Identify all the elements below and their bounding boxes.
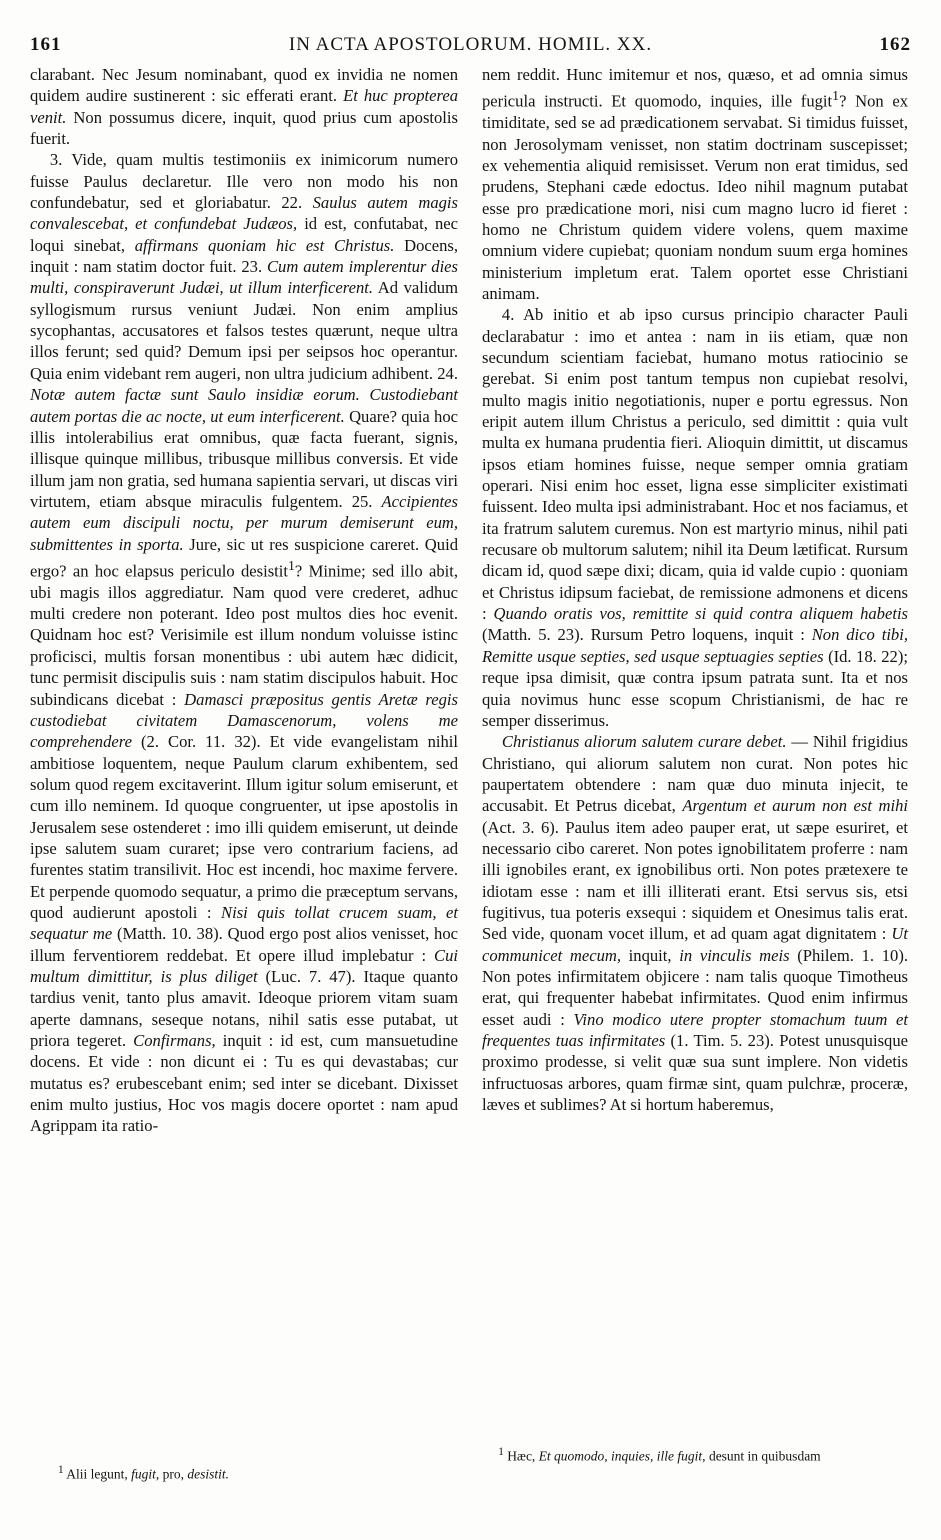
text-run: Jure, sic ut res suspicione careret. Quid ergo? an hoc elapsus periculo desistit	[30, 534, 458, 581]
text-run: Docens, inquit : nam statim doctor fuit. 23.	[30, 235, 459, 277]
paragraph	[30, 64, 458, 149]
scripture-quote: Argentum et aurum non est mihi	[682, 796, 909, 816]
section-heading: Christianus aliorum salutem curare debet.	[501, 732, 787, 752]
footnote-reference: 1	[288, 557, 295, 573]
text-run: 3. Vide, quam multis testimoniis ex inimicorum numero fuisse Paulus declaretur. Ille vero non modo his non confundebatur, sed et gloriabatur. 22.	[30, 150, 458, 213]
scripture-quote: Cum autem implerentur dies multi, conspiraverunt Judæi, ut illum interficerent.	[30, 257, 459, 298]
paragraph	[482, 304, 908, 731]
text-run: Et quomodo, inquies, ille fugit,	[538, 1448, 706, 1464]
text-run: Quare? quia hoc illis intolerabilius erat omnibus, quæ facta fuerant, signis, illisque quinque millibus, tribusque millibus conversis. Et vide illum jam non gratia, sed humana sapientia servari, ut discas viri virtutem, etiam absque miraculis fulgentem. 25.	[30, 406, 458, 511]
text-run: (Matth. 10. 38). Quod ergo post alios venisset, hoc illum ferventiorem reddebat. Et opere illud implebatur :	[30, 924, 459, 965]
text-run: fugit,	[131, 1466, 160, 1482]
left-column	[30, 64, 458, 1137]
footnote-mark: 1	[58, 1464, 64, 1476]
text-run: clarabant. Nec Jesum nominabant, quod ex invidia ne nomen quidem audire sustinerent : sic efferati erant.	[30, 65, 458, 106]
paragraph	[482, 64, 908, 304]
text-run: (1. Tim. 5. 23). Potest unusquisque proximo prodesse, si velit quæ sua sunt implere. Non videtis infructuosas arbores, quam firmæ sint, quam pulchræ, proceræ, læves et sublimes? At si hortum haberemus,	[482, 1031, 909, 1115]
text-run: (Matth. 5. 23). Rursum Petro loquens, inquit :	[482, 625, 812, 645]
text-run: inquit : id est, cum mansuetudine docens. Et vide : non dicunt ei : Tu es qui devastabas; cur mutatus es? erubescebant enim; sed inter se dicebant. Dixisset enim multo justius, Hoc vos magis docere oportet : nam apud Agrippam ita ratio-	[30, 1031, 458, 1136]
text-run: — Nihil frigidius Christiano, qui aliorum salutem non curat. Non potes hic paupertatem obtendere : nam quæ duo minuta injecit, te accusabit. Et Petrus dicebat,	[482, 732, 908, 816]
text-run: 4. Ab initio et ab ipso cursus principio character Pauli declarabatur : imo et antea : nam in iis etiam, quæ non secundum scientiam faciebat, humano motus ratiocinio se gerebat. Si enim post tantum tempus non cupiebat resolvi, multo magis initio negotiationis, nuper e portu egressus. Non eripit autem illum Christus a periculo, sed dimittit : quia vult multa ex humana prudentia fieri. Alioquin dimittit, ut discamus ipsos etiam homines fuisse, neque semper omnia gratiam operari. Nisi enim hoc esset, ligna esse simpliciter existimati fuissent. Ideo multa ipsi administrabant. Hoc et nos faciamus, et ita fratrum salutem curemus. Non est martyrio minus, nihil pati recusare ob multorum salutem; nihil ita Deum lætificat. Rursum dicam id, quod sæpe dixi; dicam, quia id valde cupio : quoniam et Christus idipsum faciebat, de remissione admonens et dicens :	[482, 305, 908, 624]
scripture-quote: Notæ autem factæ sunt Saulo insidiæ eorum. Custodiebant autem portas die ac nocte, ut eum interficerent.	[30, 385, 458, 426]
paragraph	[30, 149, 458, 1136]
text-run: (2. Cor. 11. 32). Et vide evangelistam nihil ambitiose loquentem, neque Paulum clarum exhibentem, sed solum quod regem excitaverint. Illum igitur solum emiserunt, et cum illo neminem. Id quoque congruenter, ut ipse apostolis in Jerusalem sese ostenderet : imo illi quidem emiserunt, ut deinde ipse salutem suam curaret; ipse vero contrarium faciens, ad furentes statim transilivit. Hoc est incendi, hoc maxime fervere. Et perpende quomodo sequatur, a primo die præceptum servans, quod audierunt apostoli :	[30, 732, 458, 922]
text-run: Alii legunt,	[63, 1466, 132, 1482]
footnote-reference: 1	[832, 88, 840, 104]
scripture-quote: Quando oratis vos, remittite si quid contra aliquem habetis	[493, 604, 909, 624]
text-run: pro,	[159, 1466, 188, 1482]
text-run: id est, confutabat, nec loqui sinebat,	[30, 214, 458, 255]
text-run: ? Minime; sed illo abit, ubi magis illos aggrediatur. Nam quod vere crederet, adhuc multi credere non poterant. Ideo post multos dies hoc evenit. Quidnam hoc est? Verisimile est illum nondum voluisse istinc proficisci, multis forsan monentibus : ubi autem hæc didicit, tunc permisit discipulis suis : nam statim discipulos habuit. Hoc subindicans dicebat :	[30, 561, 458, 709]
text-run: Ad validum syllogismum rursus veniunt Judæi. Non enim amplius sycophantas, accusatores et falsos testes quærunt, neque ultra illos ferunt; sed quid? Demum ipsi per seipsos hoc operantur. Quia enim videbant rem augeri, non ultra judicium adhibent. 24.	[30, 278, 458, 383]
text-run: (Philem. 1. 10). Non potes infirmitatem objicere : nam talis quoque Timotheus erat, qui frequenter habebat infirmitates. Quod enim infirmus esset audi :	[482, 945, 908, 1029]
text-run: desunt in quibusdam	[705, 1448, 821, 1464]
text-run: ? Non ex timiditate, sed se ad prædicationem servabat. Si timidus fuisset, non Jerosolymam venisset, non statim doctrinam suscepisset; ex vehementia aliquid remisisset. Verum non erat timidus, sed prudens, Stephani cæde edoctus. Ideo nihil magnum putabat esse pro prædicatione mori, nisi cum magno lucro id fieret : homo ne Christum quidem videre volens, quem maxime omnium videre cupiebat; quoniam nondum suum erga homines ministerium impletum erat. Talem oportet esse Christiani animam.	[482, 91, 909, 303]
text-run: desistit.	[187, 1466, 230, 1482]
scripture-quote: Cui multum dimittitur, is plus diliget	[30, 945, 458, 986]
text-run: inquit,	[621, 945, 680, 965]
scripture-quote: Non dico tibi, Remitte usque septies, sed usque septuagies septies	[482, 625, 908, 666]
running-header	[30, 34, 911, 60]
text-run: (Id. 18. 22); reque ipsa dimisit, quæ contra ipsum patrata sunt. Ita et nos quia novimus hunc esse scopum Christianismi, de hac re semper disserimus.	[482, 646, 908, 730]
footnote-mark: 1	[498, 1446, 504, 1458]
scripture-quote: affirmans quoniam hic est Christus.	[134, 235, 395, 255]
scripture-quote: Et huc propterea venit.	[30, 86, 458, 127]
text-run: Hæc,	[503, 1448, 539, 1464]
text-run: Non possumus dicere, inquit, quod prius cum apostolis fuerit.	[30, 107, 458, 149]
scripture-quote: Nisi quis tollat crucem suam, et sequatur me	[30, 902, 458, 944]
scripture-quote: Accipientes autem eum discipuli noctu, per murum demiserunt eum, submittentes in sporta.	[30, 491, 458, 554]
right-column	[482, 64, 908, 1115]
scripture-quote: Saulus autem magis convalescebat, et confundebat Judæos,	[30, 193, 459, 234]
scripture-quote: Ut communicet mecum,	[482, 924, 908, 965]
text-run: (Act. 3. 6). Paulus item adeo pauper erat, ut sæpe esuriret, et necessario cibo careret. Non potes ignobilitatem proferre : nam illi ignobiles erant, ex ignobilibus orti. Non potes prætexere te idiotam esse : nam et illi illiterati erant. Etsi servus sis, etsi fugitivus, tua poteris exsequi : siquidem et Onesimus talis erat. Sed vide, quonam vocet illum, et ad quam agat dignitatem :	[482, 817, 908, 944]
text-run: nem reddit. Hunc imitemur et nos, quæso, et ad omnia simus pericula instructi. Et quomodo, inquies, ille fugit	[482, 65, 908, 111]
footnote-right	[482, 1444, 908, 1465]
paragraph	[482, 731, 908, 1115]
running-title: IN ACTA APOSTOLORUM. HOMIL. XX.	[288, 34, 653, 55]
scripture-quote: Damasci præpositus gentis Aretæ regis custodiebat civitatem Damascenorum, volens me comprehendere	[30, 689, 458, 752]
page-number-right: 162	[879, 34, 911, 55]
scripture-quote: Vino modico utere propter stomachum tuum et frequentes tuas infirmitates	[482, 1009, 908, 1050]
text-run: (Luc. 7. 47). Itaque quanto tardius venit, tanto plus amavit. Ideoque priorem vitam suam aperte damnans, seseque notans, nihil satis esse putabat, ut priora tegeret.	[30, 966, 458, 1050]
scripture-quote: Confirmans,	[133, 1031, 216, 1050]
page-number-left: 161	[30, 34, 62, 55]
footnote-left	[58, 1462, 458, 1483]
scripture-quote: in vinculis meis	[679, 945, 790, 965]
